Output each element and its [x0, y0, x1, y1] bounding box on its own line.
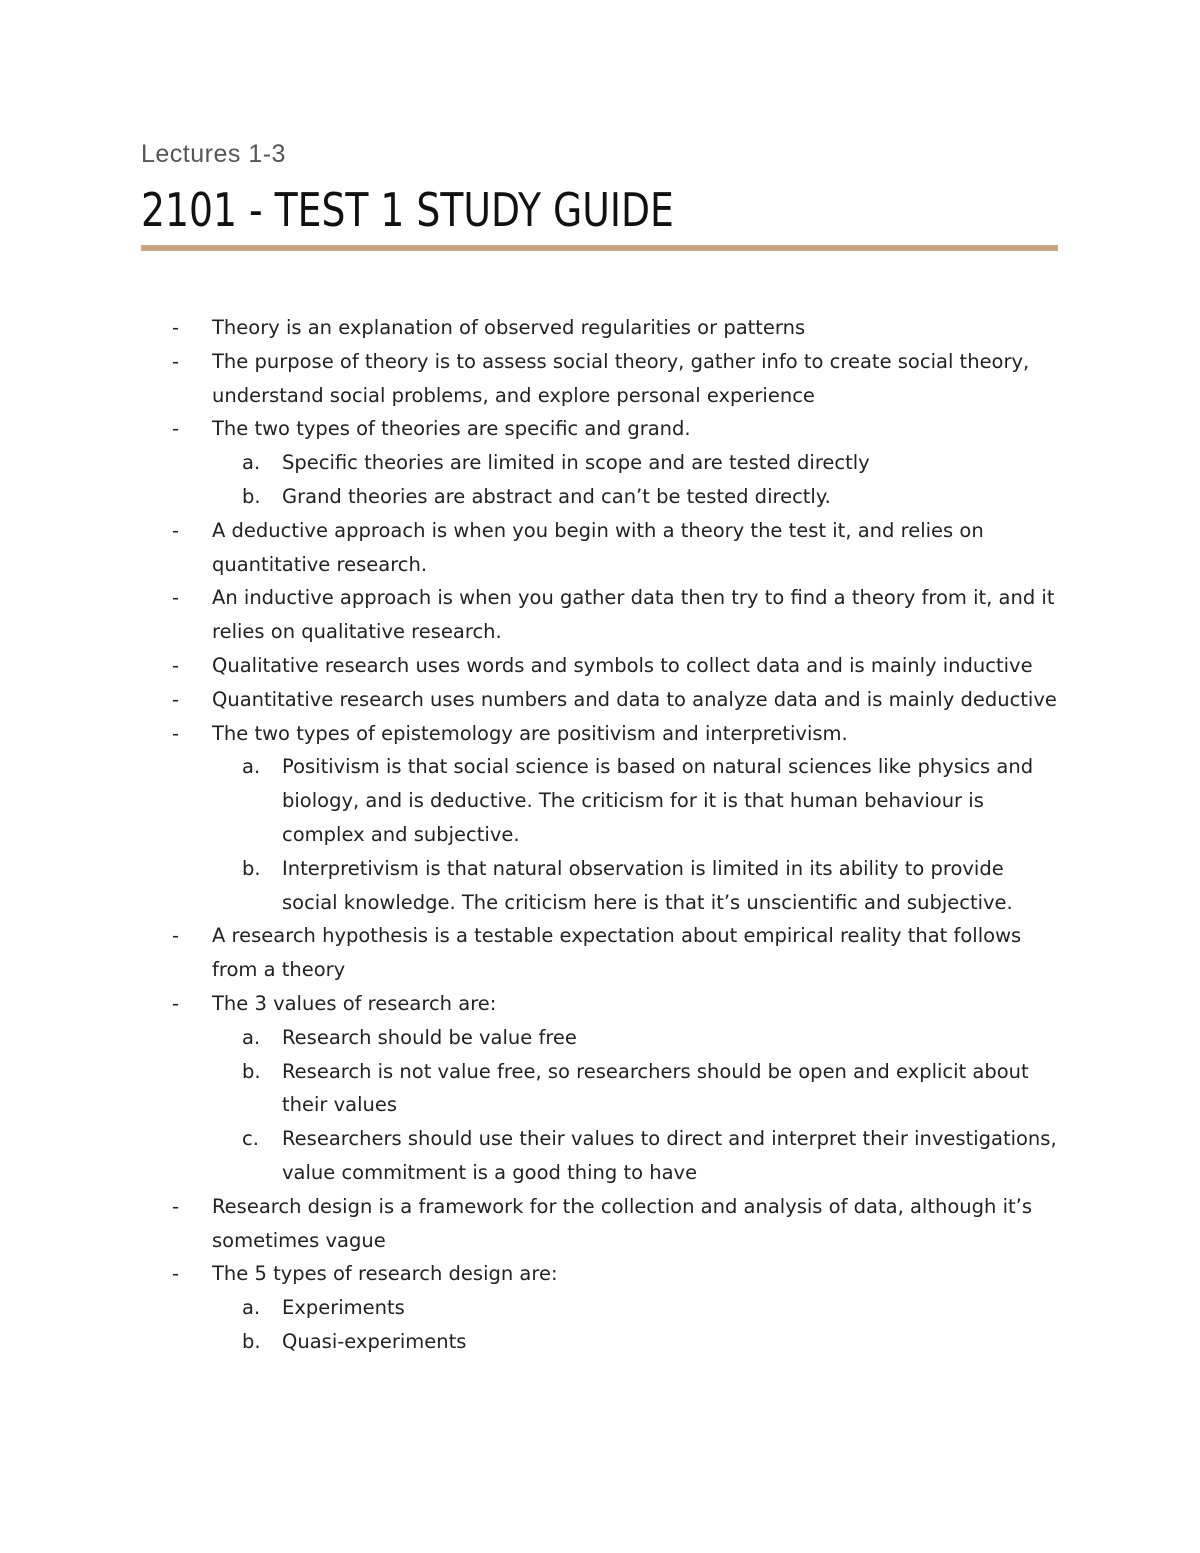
sub-list-marker: a.	[242, 451, 261, 475]
sub-list-marker: a.	[242, 755, 261, 779]
sub-list-item-text: Positivism is that social science is based on natural sciences like physics and biology, and is deductive. The criticism for it is that human behaviour is complex and subjective.	[282, 755, 1034, 846]
sub-list-item	[242, 750, 1062, 851]
sub-list-marker: b.	[242, 1059, 261, 1083]
list-item-text: A research hypothesis is a testable expectation about empirical reality that follows from a theory	[212, 924, 1022, 982]
list-item	[172, 1190, 1062, 1258]
sub-list-marker: b.	[242, 484, 261, 508]
list-item-text: A deductive approach is when you begin with a theory the test it, and relies on quantitative research.	[212, 518, 984, 576]
list-item-text: The purpose of theory is to assess social theory, gather info to create social theory, understand social problems, and explore personal experience	[212, 349, 1030, 407]
list-item-text: The 5 types of research design are:	[212, 1262, 558, 1286]
bullet-marker: -	[172, 518, 180, 542]
bullet-marker: -	[172, 991, 180, 1015]
sub-list-item-text: Interpretivism is that natural observation is limited in its ability to provide social knowledge. The criticism here is that it’s unscientific and subjective.	[282, 856, 1013, 914]
list-item-text: The two types of theories are specific and grand.	[212, 417, 691, 441]
sub-list-item	[242, 1055, 1062, 1123]
list-item	[172, 717, 1062, 751]
list-item	[172, 987, 1062, 1021]
list-item-text: Theory is an explanation of observed regularities or patterns	[212, 316, 806, 339]
sub-list-item	[242, 446, 1062, 480]
list-item	[172, 649, 1062, 683]
list-item-text: Quantitative research uses numbers and data to analyze data and is mainly deductive	[212, 687, 1057, 711]
title-underline	[141, 245, 1058, 251]
list-item-text: An inductive approach is when you gather data then try to find a theory from it, and it relies on qualitative research.	[212, 586, 1055, 644]
sub-list-item	[242, 480, 1062, 514]
list-item-text: The two types of epistemology are positivism and interpretivism.	[212, 721, 848, 745]
bullet-marker: -	[172, 1194, 180, 1218]
bullet-marker: -	[172, 349, 180, 373]
sub-list-item-text: Quasi-experiments	[282, 1329, 467, 1353]
list-item	[172, 581, 1062, 649]
list-item	[172, 345, 1062, 413]
sub-list-item	[242, 1021, 1062, 1055]
document-subtitle: Lectures 1-3	[141, 140, 286, 168]
list-item	[172, 919, 1062, 987]
list-item	[172, 1257, 1062, 1291]
list-item-text: Research design is a framework for the collection and analysis of data, although it’s sometimes vague	[212, 1194, 1032, 1252]
study-guide-list	[172, 311, 1062, 1359]
sub-list-item	[242, 1325, 1062, 1359]
bullet-marker: -	[172, 316, 180, 339]
sub-list-item-text: Experiments	[282, 1296, 405, 1320]
sub-list-item-text: Researchers should use their values to direct and interpret their investigations, value commitment is a good thing to have	[282, 1127, 1057, 1184]
sub-list-marker: a.	[242, 1296, 261, 1320]
bullet-marker: -	[172, 721, 180, 745]
bullet-marker: -	[172, 653, 180, 677]
list-item-text: Qualitative research uses words and symbols to collect data and is mainly inductive	[212, 653, 1033, 677]
sub-list-marker: a.	[242, 1025, 261, 1049]
bullet-marker: -	[172, 417, 180, 441]
document-title: 2101 - TEST 1 STUDY GUIDE	[141, 183, 674, 237]
list-item	[172, 683, 1062, 717]
sub-list-item-text: Research should be value free	[282, 1025, 577, 1049]
list-item	[172, 514, 1062, 582]
list-item-text: The 3 values of research are:	[212, 991, 497, 1015]
sub-list-item	[242, 1122, 1062, 1190]
bullet-marker: -	[172, 687, 180, 711]
bullet-marker: -	[172, 586, 180, 610]
list-item	[172, 311, 1062, 345]
list-item	[172, 412, 1062, 446]
sub-list-item-text: Grand theories are abstract and can’t be tested directly.	[282, 484, 831, 508]
sub-list-item	[242, 1291, 1062, 1325]
sub-list-marker: b.	[242, 1329, 261, 1353]
sub-list-item-text: Research is not value free, so researchers should be open and explicit about their values	[282, 1059, 1029, 1117]
bullet-marker: -	[172, 924, 180, 948]
sub-list-marker: b.	[242, 856, 261, 880]
sub-list-item	[242, 852, 1062, 920]
bullet-marker: -	[172, 1262, 180, 1286]
sub-list-item-text: Specific theories are limited in scope and are tested directly	[282, 451, 870, 475]
sub-list-marker: c.	[242, 1127, 259, 1151]
